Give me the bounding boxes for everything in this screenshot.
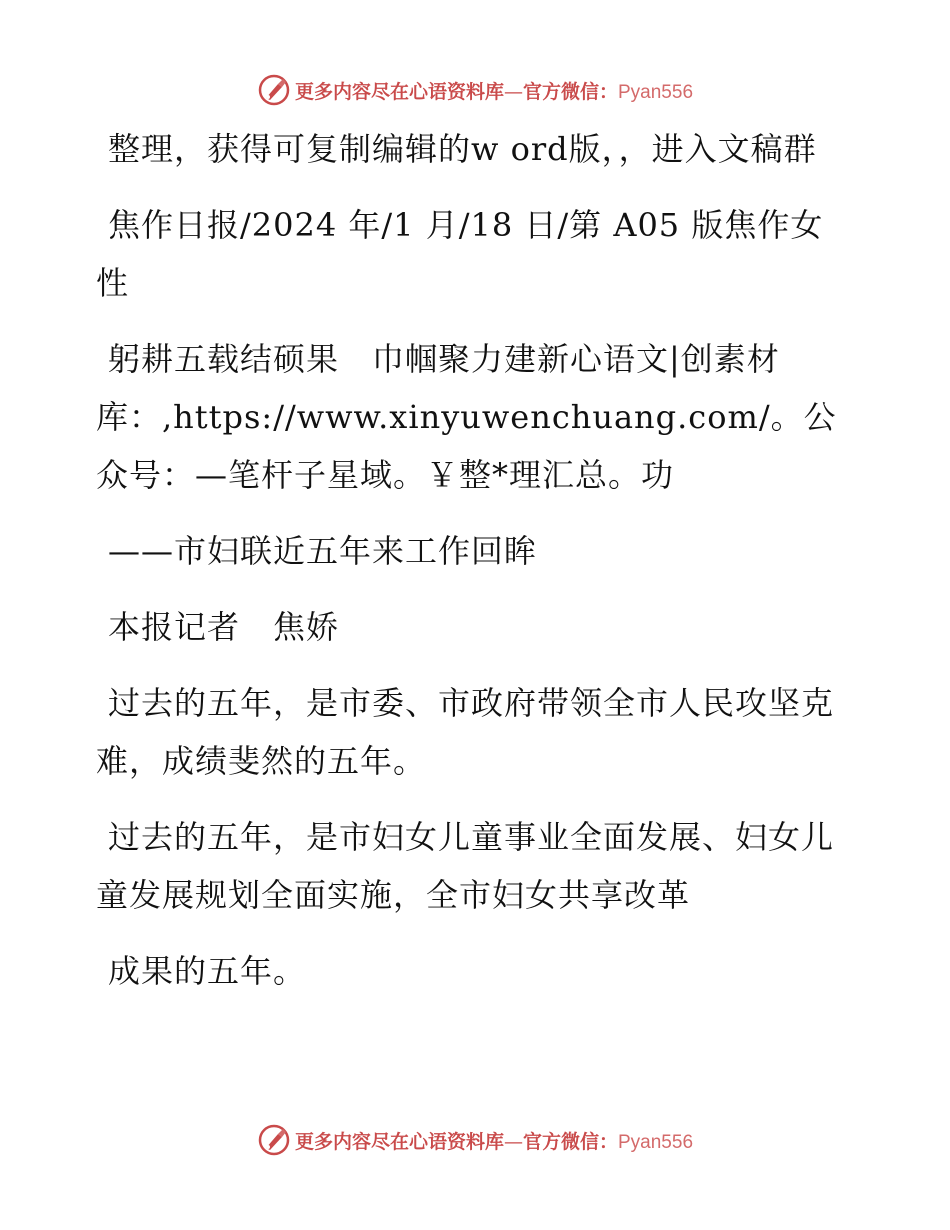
paragraph-byline: 本报记者 焦娇 — [108, 608, 340, 646]
document-body — [96, 120, 856, 1000]
pen-logo-icon — [257, 73, 291, 107]
header-watermark-banner — [0, 70, 950, 110]
paragraph-body-2: 过去的五年，是市妇女儿童事业全面发展、妇女儿童发展规划全面实施，全市妇女共享改革 — [96, 818, 835, 914]
banner-text: 更多内容尽在心语资料库—官方微信：Pyan556 — [294, 1130, 694, 1153]
pen-logo-icon — [257, 1123, 291, 1157]
paragraph-headline: 躬耕五载结硕果 巾帼聚力建新心语文|创素材库：,https://www.xinyuwenchuang.com/。公众号：—笔杆子星域。￥整*理汇总。功 — [96, 340, 837, 494]
paragraph-subtitle: ——市妇联近五年来工作回眸 — [108, 532, 538, 570]
paragraph-intro: 整理，获得可复制编辑的w ord版，，进入文稿群 — [108, 130, 817, 168]
paragraph-body-3: 成果的五年。 — [108, 952, 307, 990]
paragraph-body-1: 过去的五年，是市委、市政府带领全市人民攻坚克难，成绩斐然的五年。 — [96, 684, 835, 780]
paragraph-source: 焦作日报/2024 年/1 月/18 日/第 A05 版焦作女性 — [96, 206, 824, 302]
banner-text: 更多内容尽在心语资料库—官方微信：Pyan556 — [294, 80, 694, 103]
footer-watermark-banner — [0, 1120, 950, 1160]
